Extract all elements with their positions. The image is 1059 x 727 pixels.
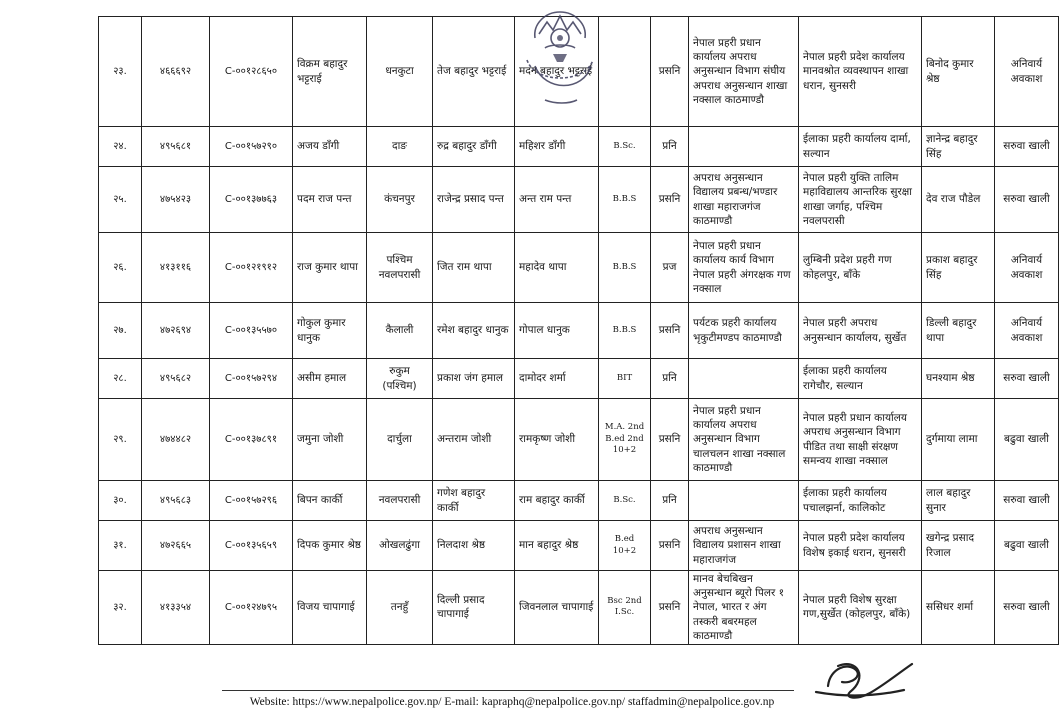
symbol-number-cell: ४९५६८३ — [142, 481, 210, 521]
symbol-number-cell: ४१३११६ — [142, 233, 210, 303]
district-cell: दाङ — [367, 127, 433, 167]
new-office-cell: ईलाका प्रहरी कार्यालय दार्मा, सल्यान — [799, 127, 922, 167]
police-id-cell: C-००१२१९१२ — [210, 233, 293, 303]
current-office-cell — [689, 359, 799, 399]
vacancy-holder-cell: दुर्गमाया लामा — [922, 399, 995, 481]
vacancy-holder-cell: प्रकाश बहादुर सिंह — [922, 233, 995, 303]
employee-name-cell: पदम राज पन्त — [293, 167, 367, 233]
serial-number-cell: २९. — [99, 399, 142, 481]
table-row — [99, 481, 1059, 521]
district-cell: ओखलढुंगा — [367, 521, 433, 571]
qualification-cell: B.B.S — [599, 233, 651, 303]
employee-name-cell: विजय चापागाई — [293, 571, 367, 645]
district-cell: नवलपरासी — [367, 481, 433, 521]
police-id-cell: C-००१५७२९६ — [210, 481, 293, 521]
police-id-cell: C-००१५७२९४ — [210, 359, 293, 399]
new-office-cell: लुम्बिनी प्रदेश प्रहरी गण कोहलपुर, बाँके — [799, 233, 922, 303]
current-office-cell: नेपाल प्रहरी प्रधान कार्यालय अपराध अनुसन्धान विभाग चालचलन शाखा नक्साल काठमाण्डौ — [689, 399, 799, 481]
current-office-cell — [689, 481, 799, 521]
serial-number-cell: ३०. — [99, 481, 142, 521]
district-cell: कंचनपुर — [367, 167, 433, 233]
table-row — [99, 17, 1059, 127]
current-office-cell: मानव बेचबिखन अनुसन्धान ब्यूरो पिलर १ नेपाल, भारत र अंग तस्करी बबरमहल काठमाण्डौ — [689, 571, 799, 645]
vacancy-reason-cell: बढुवा खाली — [995, 521, 1059, 571]
symbol-number-cell: ४९५६८१ — [142, 127, 210, 167]
vacancy-holder-cell: खगेन्द्र प्रसाद रिजाल — [922, 521, 995, 571]
vacancy-holder-cell: घनश्याम श्रेष्ठ — [922, 359, 995, 399]
vacancy-reason-cell: सरुवा खाली — [995, 359, 1059, 399]
vacancy-holder-cell: बिनोद कुमार श्रेष्ठ — [922, 17, 995, 127]
vacancy-reason-cell: अनिवार्य अवकाश — [995, 17, 1059, 127]
father-name-cell: जित राम थापा — [433, 233, 515, 303]
vacancy-holder-cell: देव राज पौडेल — [922, 167, 995, 233]
qualification-cell: B.B.S — [599, 303, 651, 359]
rank-cell: प्रसनि — [651, 521, 689, 571]
table-row — [99, 359, 1059, 399]
footer-divider — [222, 690, 794, 691]
serial-number-cell: २४. — [99, 127, 142, 167]
table-row — [99, 127, 1059, 167]
rank-cell: प्रज — [651, 233, 689, 303]
rank-cell: प्रसनि — [651, 17, 689, 127]
serial-number-cell: ३१. — [99, 521, 142, 571]
rank-cell: प्रनि — [651, 481, 689, 521]
police-id-cell: C-००१२४७९५ — [210, 571, 293, 645]
transfer-table — [98, 16, 1059, 645]
serial-number-cell: २७. — [99, 303, 142, 359]
vacancy-reason-cell: सरुवा खाली — [995, 127, 1059, 167]
district-cell: तनहुँ — [367, 571, 433, 645]
employee-name-cell: गोकुल कुमार धानुक — [293, 303, 367, 359]
qualification-cell — [599, 17, 651, 127]
rank-cell: प्रसनि — [651, 571, 689, 645]
new-office-cell: नेपाल प्रहरी प्रधान कार्यालय अपराध अनुसन्धान विभाग पीडित तथा साक्षी संरक्षण समन्वय शाखा नक्साल — [799, 399, 922, 481]
vacancy-holder-cell: लाल बहादुर सुनार — [922, 481, 995, 521]
qualification-cell: B.Sc. — [599, 481, 651, 521]
table-row — [99, 521, 1059, 571]
police-id-cell: C-००१३५५७० — [210, 303, 293, 359]
employee-name-cell: असीम हमाल — [293, 359, 367, 399]
symbol-number-cell: ४७५४२३ — [142, 167, 210, 233]
rank-cell: प्रसनि — [651, 167, 689, 233]
new-office-cell: ईलाका प्रहरी कार्यालय पचालझर्ना, कालिकोट — [799, 481, 922, 521]
qualification-cell: B.ed 10+2 — [599, 521, 651, 571]
grandfather-name-cell: महिशर डाँगी — [515, 127, 599, 167]
police-id-cell: C-००१३७८९१ — [210, 399, 293, 481]
father-name-cell: तेज बहादुर भट्टराई — [433, 17, 515, 127]
father-name-cell: रुद्र बहादुर डाँगी — [433, 127, 515, 167]
symbol-number-cell: ४७२६६५ — [142, 521, 210, 571]
vacancy-reason-cell: अनिवार्य अवकाश — [995, 233, 1059, 303]
current-office-cell — [689, 127, 799, 167]
new-office-cell: नेपाल प्रहरी प्रदेश कार्यालय विशेष इकाई धरान, सुनसरी — [799, 521, 922, 571]
police-id-cell: C-००१३५६५९ — [210, 521, 293, 571]
district-cell: रुकुम (पश्चिम) — [367, 359, 433, 399]
grandfather-name-cell: मदन बहादुर भट्टराई — [515, 17, 599, 127]
grandfather-name-cell: गोपाल धानुक — [515, 303, 599, 359]
district-cell: पश्चिम नवलपरासी — [367, 233, 433, 303]
table-row — [99, 167, 1059, 233]
father-name-cell: दिल्ली प्रसाद चापागाई — [433, 571, 515, 645]
symbol-number-cell: ४१३३५४ — [142, 571, 210, 645]
qualification-cell: Bsc 2nd I.Sc. — [599, 571, 651, 645]
grandfather-name-cell: रामकृष्ण जोशी — [515, 399, 599, 481]
symbol-number-cell: ४७२६९४ — [142, 303, 210, 359]
grandfather-name-cell: अन्त राम पन्त — [515, 167, 599, 233]
grandfather-name-cell: महादेव थापा — [515, 233, 599, 303]
vacancy-reason-cell: सरुवा खाली — [995, 481, 1059, 521]
grandfather-name-cell: मान बहादुर श्रेष्ठ — [515, 521, 599, 571]
father-name-cell: अन्तराम जोशी — [433, 399, 515, 481]
current-office-cell: अपराध अनुसन्धान विद्यालय प्रशासन शाखा महाराजगंज — [689, 521, 799, 571]
new-office-cell: नेपाल प्रहरी विशेष सुरक्षा गण,सुर्खेत (कोहलपुर, बाँके) — [799, 571, 922, 645]
vacancy-holder-cell: डिल्ली बहादुर थापा — [922, 303, 995, 359]
table-row — [99, 571, 1059, 645]
current-office-cell: नेपाल प्रहरी प्रधान कार्यालय अपराध अनुसन्धान विभाग संघीय अपराध अनुसन्धान शाखा नक्साल काठमाण्डौ — [689, 17, 799, 127]
father-name-cell: प्रकाश जंग हमाल — [433, 359, 515, 399]
serial-number-cell: २३. — [99, 17, 142, 127]
qualification-cell: B.B.S — [599, 167, 651, 233]
table-body — [99, 17, 1059, 645]
current-office-cell: अपराध अनुसन्धान विद्यालय प्रबन्ध/भण्डार शाखा महाराजगंज काठमाण्डौ — [689, 167, 799, 233]
employee-name-cell: दिपक कुमार श्रेष्ठ — [293, 521, 367, 571]
district-cell: धनकुटा — [367, 17, 433, 127]
rank-cell: प्रनि — [651, 127, 689, 167]
qualification-cell: BIT — [599, 359, 651, 399]
grandfather-name-cell: जिवनलाल चापागाई — [515, 571, 599, 645]
police-id-cell: C-००१५७२९० — [210, 127, 293, 167]
current-office-cell: पर्यटक प्रहरी कार्यालय भृकुटीमण्डप काठमाण्डौ — [689, 303, 799, 359]
qualification-cell: B.Sc. — [599, 127, 651, 167]
new-office-cell: नेपाल प्रहरी प्रदेश कार्यालय मानवश्रोत व्यवस्थापन शाखा धरान, सुनसरी — [799, 17, 922, 127]
vacancy-reason-cell: अनिवार्य अवकाश — [995, 303, 1059, 359]
serial-number-cell: ३२. — [99, 571, 142, 645]
serial-number-cell: २८. — [99, 359, 142, 399]
new-office-cell: नेपाल प्रहरी युक्ति तालिम महाविद्यालय आन्तरिक सुरक्षा शाखा जर्गाह, पश्चिम नवलपरासी — [799, 167, 922, 233]
serial-number-cell: २६. — [99, 233, 142, 303]
table-row — [99, 303, 1059, 359]
vacancy-holder-cell: ससिधर शर्मा — [922, 571, 995, 645]
police-id-cell: C-००१२८६५० — [210, 17, 293, 127]
qualification-cell: M.A. 2nd B.ed 2nd 10+2 — [599, 399, 651, 481]
new-office-cell: ईलाका प्रहरी कार्यालय रागेचौर, सल्यान — [799, 359, 922, 399]
serial-number-cell: २५. — [99, 167, 142, 233]
symbol-number-cell: ४६६६९२ — [142, 17, 210, 127]
father-name-cell: गणेश बहादुर कार्की — [433, 481, 515, 521]
father-name-cell: राजेन्द्र प्रसाद पन्त — [433, 167, 515, 233]
vacancy-reason-cell: सरुवा खाली — [995, 571, 1059, 645]
father-name-cell: रमेश बहादुर धानुक — [433, 303, 515, 359]
symbol-number-cell: ४७४४८२ — [142, 399, 210, 481]
table-row — [99, 399, 1059, 481]
father-name-cell: निलदाश श्रेष्ठ — [433, 521, 515, 571]
employee-name-cell: विक्रम बहादुर भट्टराई — [293, 17, 367, 127]
grandfather-name-cell: राम बहादुर कार्की — [515, 481, 599, 521]
rank-cell: प्रसनि — [651, 399, 689, 481]
police-id-cell: C-००१३७७६३ — [210, 167, 293, 233]
district-cell: कैलाली — [367, 303, 433, 359]
table-row — [99, 233, 1059, 303]
district-cell: दार्चुला — [367, 399, 433, 481]
rank-cell: प्रनि — [651, 359, 689, 399]
current-office-cell: नेपाल प्रहरी प्रधान कार्यालय कार्य विभाग नेपाल प्रहरी अंगरक्षक गण नक्साल — [689, 233, 799, 303]
footer-contact: Website: https://www.nepalpolice.gov.np/ E-mail: kapraphq@nepalpolice.gov.np/ staffadmin@nepalpolice.gov.np — [249, 696, 775, 708]
rank-cell: प्रसनि — [651, 303, 689, 359]
new-office-cell: नेपाल प्रहरी अपराध अनुसन्धान कार्यालय, सुर्खेत — [799, 303, 922, 359]
employee-name-cell: जमुना जोशी — [293, 399, 367, 481]
grandfather-name-cell: दामोदर शर्मा — [515, 359, 599, 399]
symbol-number-cell: ४९५६८२ — [142, 359, 210, 399]
employee-name-cell: बिपन कार्की — [293, 481, 367, 521]
vacancy-reason-cell: सरुवा खाली — [995, 167, 1059, 233]
vacancy-holder-cell: ज्ञानेन्द्र बहादुर सिंह — [922, 127, 995, 167]
employee-name-cell: अजय डाँगी — [293, 127, 367, 167]
employee-name-cell: राज कुमार थापा — [293, 233, 367, 303]
vacancy-reason-cell: बढुवा खाली — [995, 399, 1059, 481]
